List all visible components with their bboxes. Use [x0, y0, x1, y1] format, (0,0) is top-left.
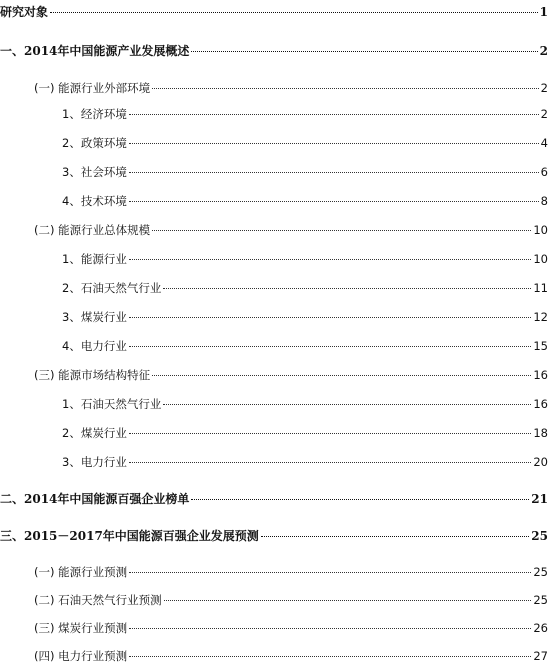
toc-entry-page: 8	[540, 194, 548, 208]
toc-entry-title: 2、石油天然气行业	[62, 281, 162, 295]
toc-entry-title: (三) 能源市场结构特征	[34, 368, 151, 382]
dot-leader	[129, 571, 531, 573]
toc-entry-section-3[interactable]	[0, 527, 548, 544]
toc-entry-page: 1	[539, 5, 548, 19]
toc-entry-title: (三) 煤炭行业预测	[34, 621, 128, 635]
toc-entry-section-1[interactable]	[0, 42, 548, 59]
toc-entry-title: 三、2015－2017年中国能源百强企业发展预测	[0, 529, 259, 543]
toc-entry-page: 16	[533, 397, 548, 411]
toc-entry-title: 2、政策环境	[62, 136, 127, 150]
dot-leader	[152, 87, 539, 89]
dot-leader	[129, 113, 539, 115]
toc-entry-title: (二) 石油天然气行业预测	[34, 593, 162, 607]
toc-entry-page: 26	[533, 621, 548, 635]
toc-entry-section-3-1[interactable]	[0, 564, 548, 580]
dot-leader	[129, 655, 531, 657]
toc-entry-market-power[interactable]	[0, 454, 548, 470]
dot-leader	[129, 142, 539, 144]
toc-entry-energy-industry[interactable]	[0, 251, 548, 267]
toc-entry-title: 3、煤炭行业	[62, 310, 127, 324]
toc-entry-title: 二、2014年中国能源百强企业榜单	[0, 492, 190, 506]
toc-entry-title: 2、煤炭行业	[62, 426, 127, 440]
dot-leader	[50, 11, 538, 13]
toc-entry-page: 12	[533, 310, 548, 324]
toc-entry-section-3-4[interactable]	[0, 648, 548, 664]
toc-entry-page: 21	[531, 492, 548, 506]
toc-entry-title: 研究对象	[0, 5, 49, 19]
toc-entry-market-coal[interactable]	[0, 425, 548, 441]
toc-entry-title: 4、技术环境	[62, 194, 127, 208]
dot-leader	[163, 287, 531, 289]
toc-entry-market-oil-gas[interactable]	[0, 396, 548, 412]
dot-leader	[129, 461, 532, 463]
toc-entry-page: 2	[540, 81, 548, 95]
dot-leader	[129, 200, 539, 202]
toc-entry-page: 20	[533, 455, 548, 469]
toc-entry-title: (一) 能源行业预测	[34, 565, 128, 579]
toc-entry-page: 25	[533, 593, 548, 607]
toc-entry-title: 4、电力行业	[62, 339, 127, 353]
toc-entry-power-industry[interactable]	[0, 338, 548, 354]
dot-leader	[191, 498, 529, 500]
toc-entry-page: 10	[533, 223, 548, 237]
toc-entry-page: 2	[539, 44, 548, 58]
toc-entry-title: (二) 能源行业总体规模	[34, 223, 151, 237]
dot-leader	[129, 316, 532, 318]
toc-entry-page: 11	[533, 281, 548, 295]
toc-entry-title: (一) 能源行业外部环境	[34, 81, 151, 95]
toc-entry-section-1-2[interactable]	[0, 222, 548, 238]
toc-entry-page: 25	[533, 565, 548, 579]
dot-leader	[129, 258, 532, 260]
toc-entry-policy-environment[interactable]	[0, 135, 548, 151]
dot-leader	[129, 627, 531, 629]
toc-entry-technology-environment[interactable]	[0, 193, 548, 209]
toc-entry-page: 16	[533, 368, 548, 382]
toc-entry-page: 10	[533, 252, 548, 266]
toc-entry-title: 1、经济环境	[62, 107, 127, 121]
toc-entry-section-3-3[interactable]	[0, 620, 548, 636]
toc-entry-research-object[interactable]	[0, 3, 548, 20]
toc-entry-section-3-2[interactable]	[0, 592, 548, 608]
toc-entry-economic-environment[interactable]	[0, 106, 548, 122]
toc-entry-page: 4	[540, 136, 548, 150]
dot-leader	[129, 345, 532, 347]
toc-entry-page: 25	[531, 529, 548, 543]
dot-leader	[163, 403, 531, 405]
toc-entry-coal-industry[interactable]	[0, 309, 548, 325]
toc-entry-title: 一、2014年中国能源产业发展概述	[0, 44, 190, 58]
toc-entry-page: 2	[540, 107, 548, 121]
toc-entry-oil-gas-industry[interactable]	[0, 280, 548, 296]
toc-entry-social-environment[interactable]	[0, 164, 548, 180]
dot-leader	[152, 374, 531, 376]
toc-entry-section-1-1[interactable]	[0, 80, 548, 96]
toc-entry-title: (四) 电力行业预测	[34, 649, 128, 663]
toc-entry-title: 1、石油天然气行业	[62, 397, 162, 411]
dot-leader	[152, 229, 531, 231]
dot-leader	[129, 171, 539, 173]
dot-leader	[261, 535, 529, 537]
toc-entry-page: 6	[540, 165, 548, 179]
dot-leader	[129, 432, 532, 434]
toc-entry-page: 18	[533, 426, 548, 440]
dot-leader	[164, 599, 532, 601]
toc-entry-title: 3、社会环境	[62, 165, 127, 179]
toc-entry-title: 1、能源行业	[62, 252, 127, 266]
toc-entry-section-1-3[interactable]	[0, 367, 548, 383]
dot-leader	[191, 50, 537, 52]
toc-entry-section-2[interactable]	[0, 490, 548, 507]
toc-entry-title: 3、电力行业	[62, 455, 127, 469]
toc-entry-page: 27	[533, 649, 548, 663]
toc-entry-page: 15	[533, 339, 548, 353]
